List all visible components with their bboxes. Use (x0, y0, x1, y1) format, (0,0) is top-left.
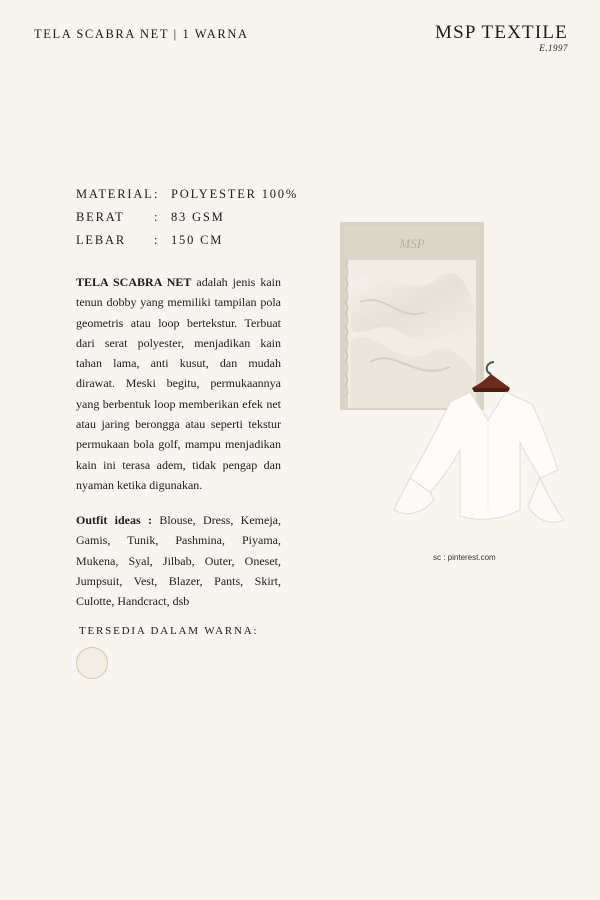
product-title: TELA SCABRA NET | 1 WARNA (34, 27, 249, 41)
brand-logo (435, 22, 568, 53)
spec-colon: : (154, 187, 160, 201)
availability-label: TERSEDIA DALAM WARNA: (79, 625, 259, 637)
spec-value: POLYESTER 100% (171, 187, 299, 201)
spec-label: LEBAR (76, 233, 126, 247)
blouse-image (390, 360, 565, 545)
swatch-logo: MSP (399, 236, 425, 251)
spec-value: 150 CM (171, 233, 224, 247)
spec-label: BERAT (76, 210, 125, 224)
color-swatch[interactable] (76, 647, 108, 679)
outfit-ideas (76, 510, 281, 611)
spec-colon: : (154, 210, 160, 224)
brand-established: E.1997 (539, 43, 568, 53)
outfit-text: Blouse, Dress, Kemeja, Gamis, Tunik, Pashmina, Piyama, Mukena, Syal, Jilbab, Outer, Oneset, Jumpsuit, Vest, Blazer, Pants, Skirt, Culotte, Handcract, dsb (76, 513, 281, 609)
spec-label: MATERIAL (76, 187, 154, 201)
brand-name: MSP TEXTILE (434, 22, 568, 43)
outfit-label: Outfit ideas : (76, 513, 152, 527)
spec-list (76, 187, 298, 256)
spec-value: 83 GSM (171, 210, 225, 224)
description-highlight: TELA SCABRA NET (76, 275, 192, 289)
spec-row-material (76, 187, 298, 210)
spec-row-weight (76, 210, 298, 233)
spec-row-width (76, 233, 298, 256)
spec-colon: : (154, 233, 160, 247)
image-credit: sc : pinterest.com (433, 553, 496, 562)
product-description (76, 272, 281, 495)
description-text: adalah jenis kain tenun dobby yang memiliki tampilan pola geometris atau loop bertekstur. Terbuat dari serat polyester, menjadikan kain tahan lama, anti kusut, dan mudah dirawat. Meski begitu, permukaannya yang berbentuk loop memberikan efek net atau jaring berongga atau seperti tekstur permukaan bola golf, mampu menjadikan kain ini terasa adem, tidak pengap dan nyaman ketika digunakan. (76, 275, 282, 492)
